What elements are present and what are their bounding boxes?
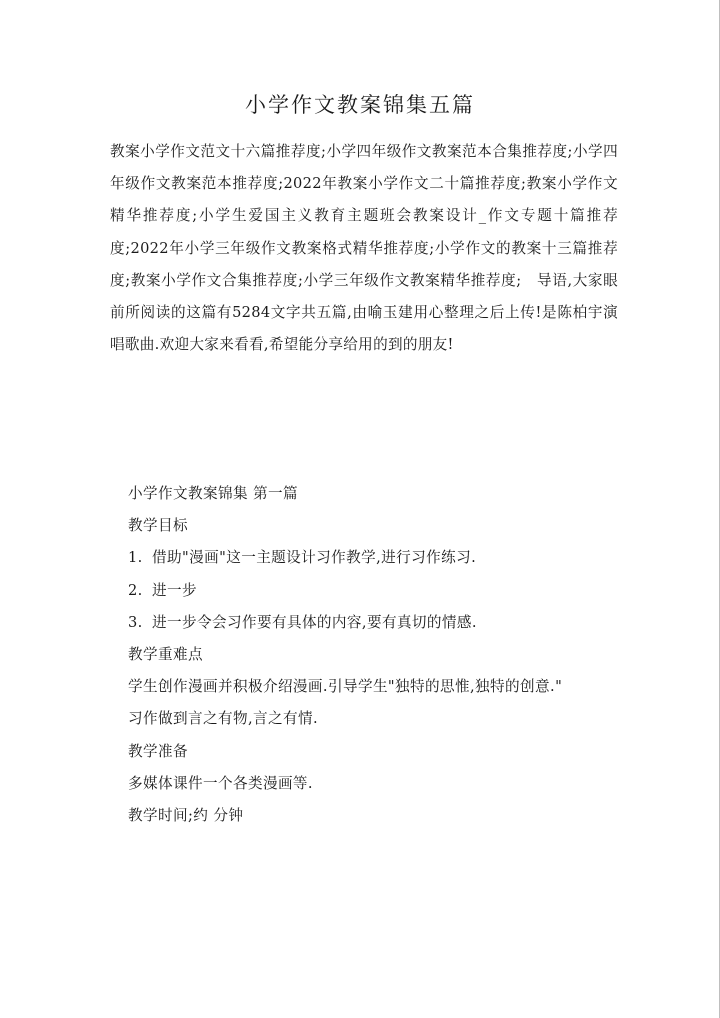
- goal-text: 进一步: [152, 581, 197, 599]
- goal-text: 借助"漫画"这一主题设计习作教学,进行习作练习.: [152, 549, 477, 567]
- difficulty-text: 学生创作漫画并积极介绍漫画.引导学生"独特的思惟,独特的创意.": [128, 678, 563, 696]
- goal-text: 进一步令会习作要有具体的内容,要有真切的情感.: [152, 613, 477, 631]
- difficulty-paragraph-2: 习作做到言之有物,言之有情.: [128, 710, 319, 728]
- goal-number: 1.: [128, 549, 143, 567]
- time-text: 教学时间;约 分钟: [128, 806, 244, 824]
- document-title: 小学作文教案锦集五篇: [245, 93, 475, 117]
- goal-number: 3.: [128, 613, 143, 631]
- difficulty-heading: 教学重难点: [128, 645, 203, 663]
- goal-item: [110, 575, 618, 607]
- goal-item: [110, 542, 618, 574]
- goal-item: [110, 607, 618, 639]
- prep-heading: 教学准备: [128, 742, 188, 760]
- intro-paragraph: 教案小学作文范文十六篇推荐度;小学四年级作文教案范本合集推荐度;小学四年级作文教案范本推荐度;2022年教案小学作文二十篇推荐度;教案小学作文精华推荐度;小学生爱国主义教育主题班会教案设计_作文专题十篇推荐度;2022年小学三年级作文教案格式精华推荐度;小学作文的教案十三篇推荐度;教案小学作文合集推荐度;小学三年级作文教案精华推荐度; 导语,大家眼前所阅读的这篇有5284文字共五篇,由喻玉建用心整理之后上传!是陈柏宇演唱歌曲.欢迎大家来看看,希望能分享给用的到的朋友!: [110, 143, 618, 354]
- section-heading: 小学作文教案锦集 第一篇: [128, 485, 298, 502]
- goals-heading: 教学目标: [128, 517, 188, 535]
- difficulty-paragraph: [110, 671, 618, 703]
- prep-text: 多媒体课件一个各类漫画等.: [128, 774, 313, 792]
- document-body: [110, 478, 618, 832]
- goal-number: 2.: [128, 581, 143, 599]
